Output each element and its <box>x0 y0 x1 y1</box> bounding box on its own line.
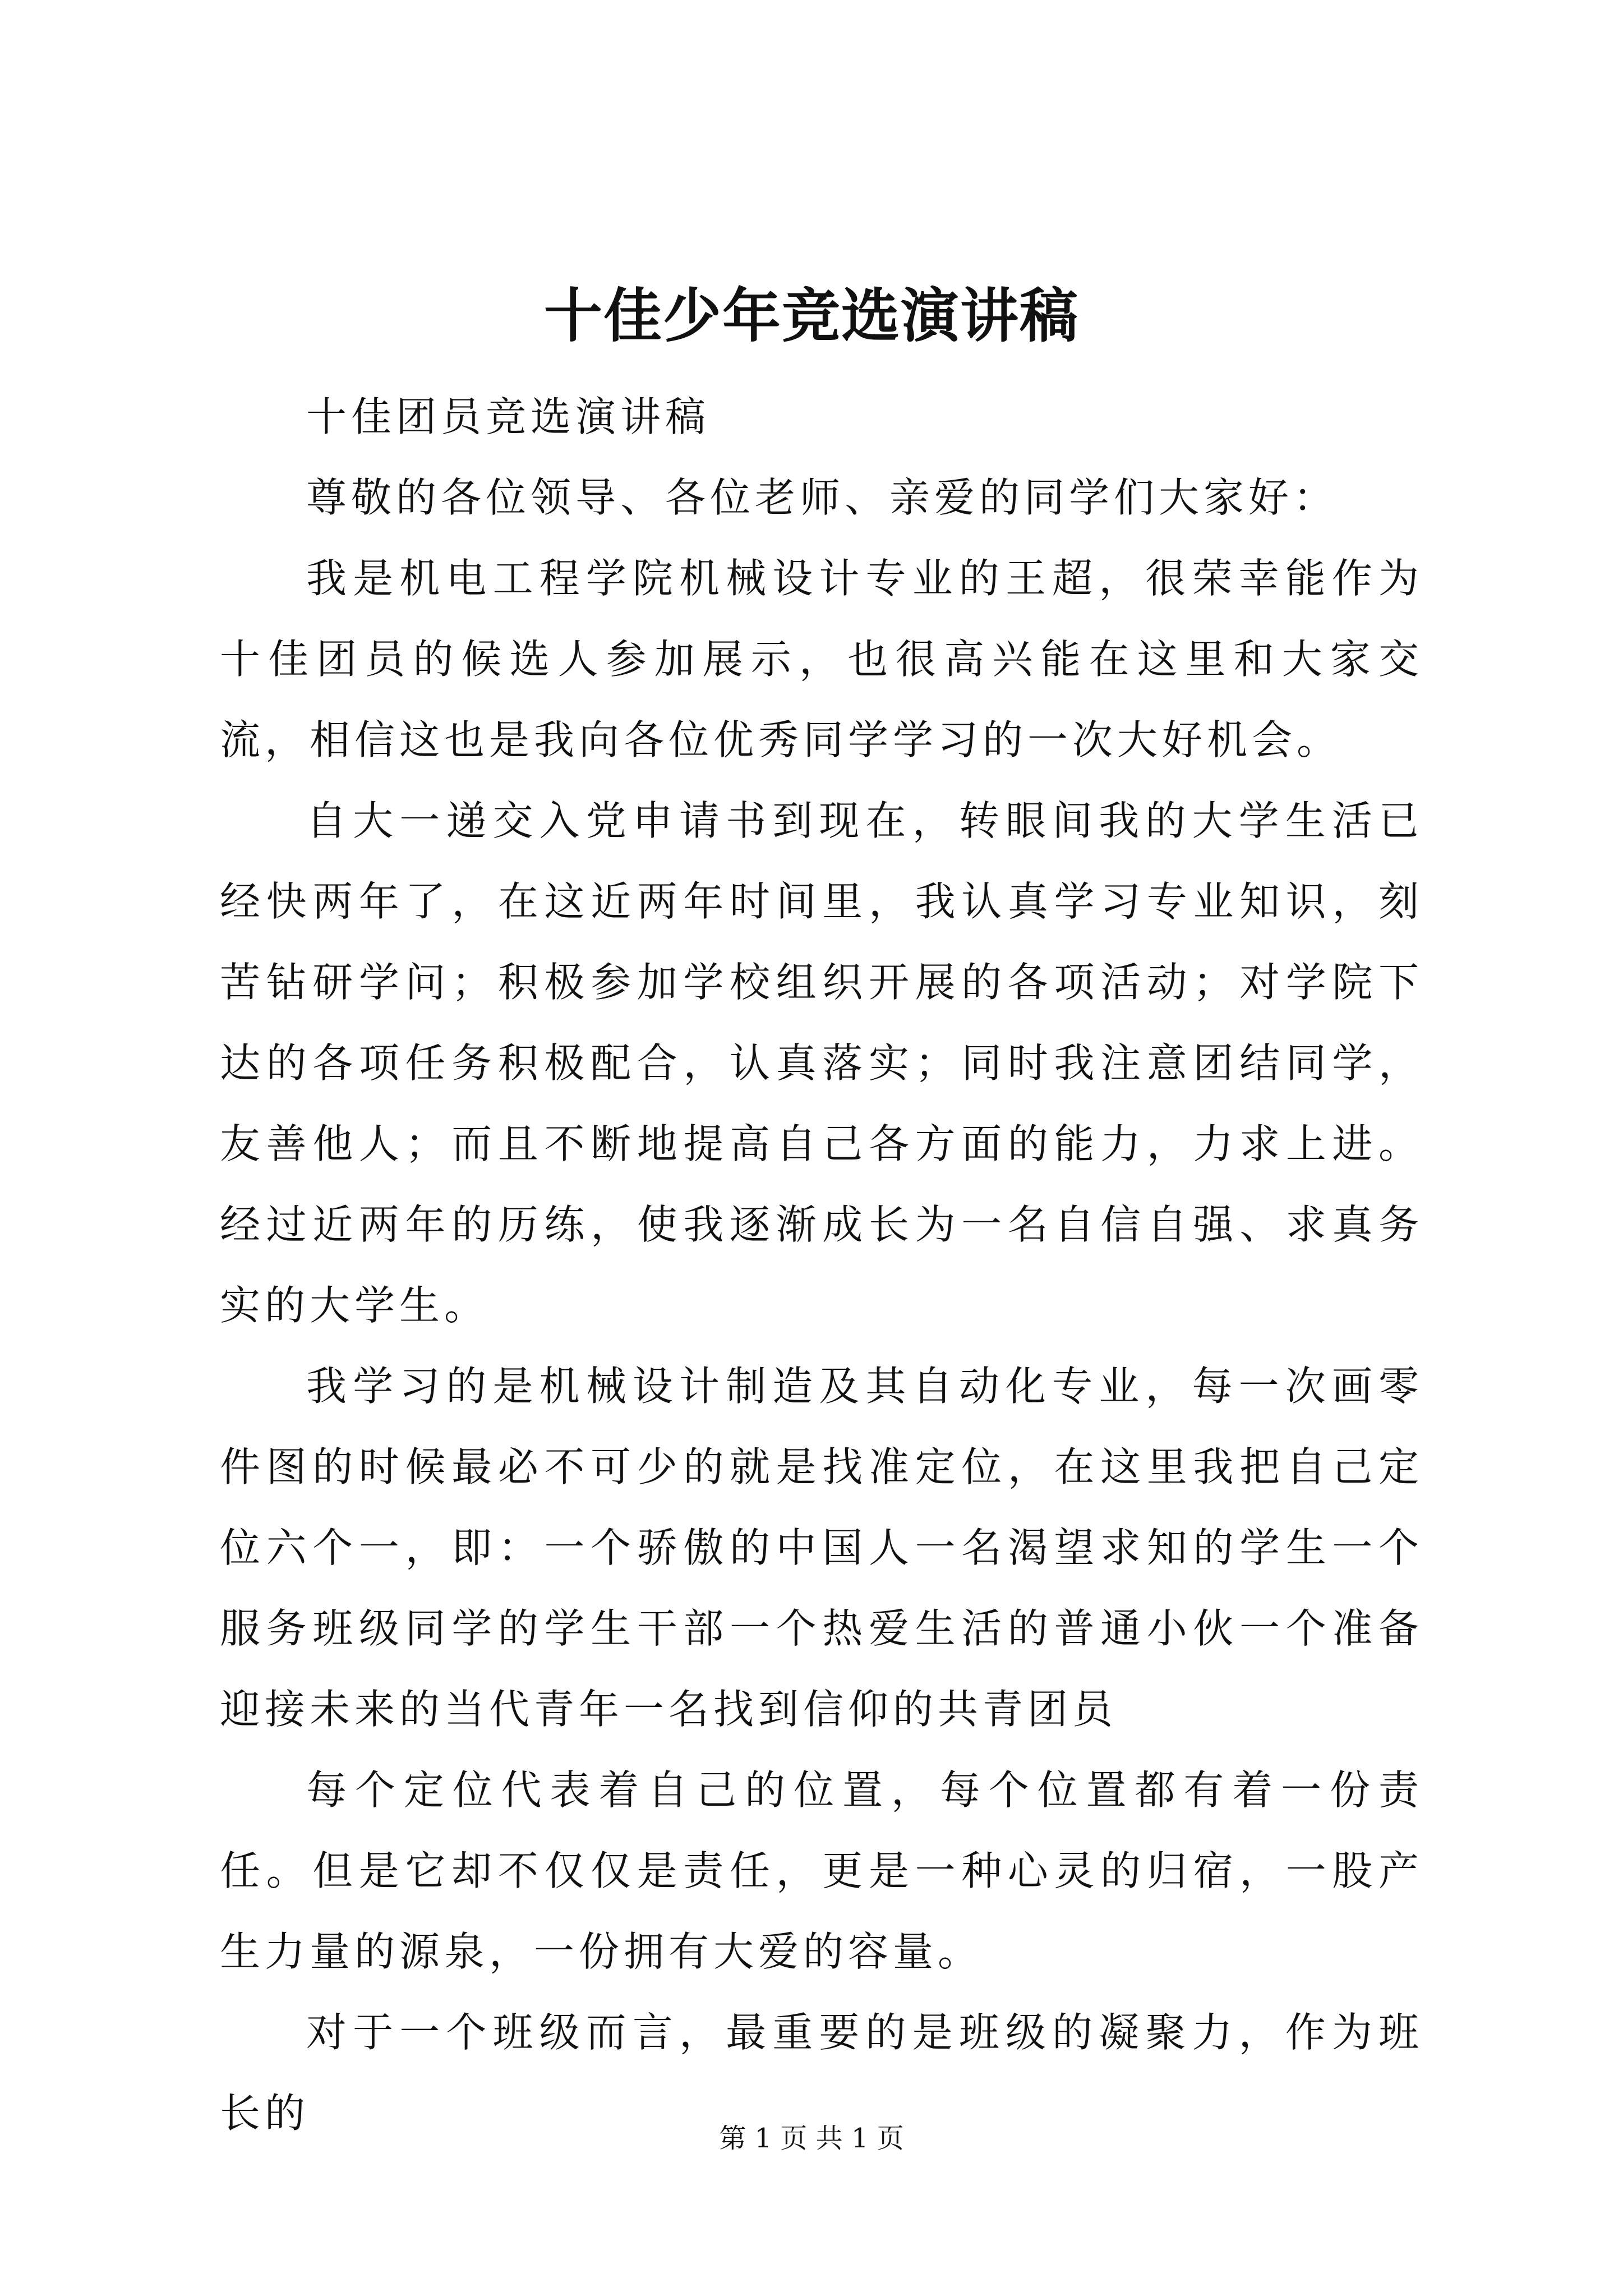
paragraph-introduction: 我是机电工程学院机械设计专业的王超，很荣幸能作为十佳团员的候选人参加展示，也很高兴能在这里和大家交流，相信这也是我向各位优秀同学学习的一次大好机会。 <box>220 555 1423 763</box>
paragraph-positioning: 我学习的是机械设计制造及其自动化专业，每一次画零件图的时候最必不可少的就是找准定位，在这里我把自己定位六个一，即：一个骄傲的中国人一名渴望求知的学生一个服务班级同学的学生干部一个热爱生活的普通小伙一个准备迎接未来的当代青年一名找到信仰的共青团员 <box>220 1363 1423 1733</box>
document-body <box>220 376 1423 2154</box>
paragraph-subtitle: 十佳团员竞选演讲稿 <box>306 393 711 440</box>
paragraph-responsibility: 每个定位代表着自己的位置，每个位置都有着一份责任。但是它却不仅仅是责任，更是一种心灵的归宿，一股产生力量的源泉，一份拥有大爱的容量。 <box>220 1766 1423 1975</box>
document-title: 十佳少年竞选演讲稿 <box>543 281 1079 350</box>
paragraph-class-cohesion: 对于一个班级而言，最重要的是班级的凝聚力，作为班长的 <box>220 2009 1423 2137</box>
paragraph-experience: 自大一递交入党申请书到现在，转眼间我的大学生活已经快两年了，在这近两年时间里，我认真学习专业知识，刻苦钻研学问；积极参加学校组织开展的各项活动；对学院下达的各项任务积极配合，认真落实；同时我注意团结同学，友善他人；而且不断地提高自己各方面的能力，力求上进。经过近两年的历练，使我逐渐成长为一名自信自强、求真务实的大学生。 <box>220 797 1423 1329</box>
page-footer: 第 1 页 共 1 页 <box>719 2123 904 2154</box>
paragraph-salutation: 尊敬的各位领导、各位老师、亲爱的同学们大家好： <box>306 474 1339 521</box>
